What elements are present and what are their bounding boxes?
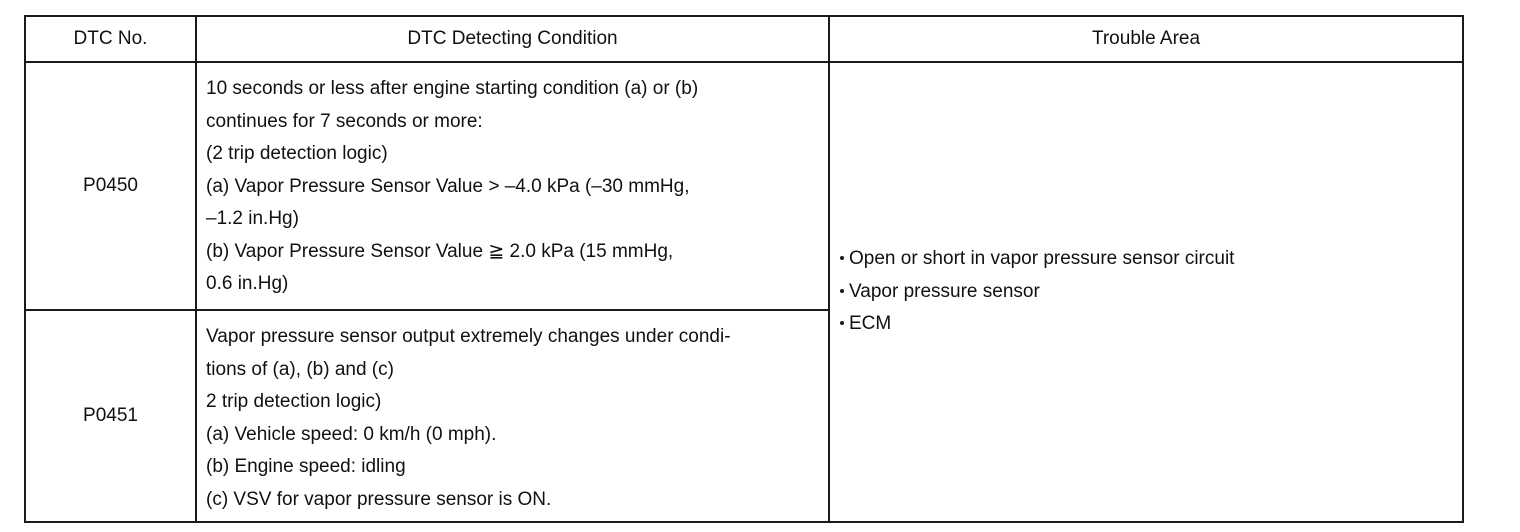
condition-line: continues for 7 seconds or more: [206,110,483,132]
condition-line: –1.2 in.Hg) [206,208,299,229]
header-trouble-area: Trouble Area [829,16,1463,62]
trouble-area-item [840,308,1462,341]
dtc-code: P0451 [25,310,196,522]
trouble-area-cell [829,62,1463,522]
trouble-area-text: Vapor pressure sensor [849,280,1040,302]
bullet-icon [840,321,844,325]
trouble-area-item [840,243,1462,276]
table-row [25,62,1463,310]
condition-line: (a) Vehicle speed: 0 km/h (0 mph). [206,423,497,445]
condition-line: 2 trip detection logic) [206,391,382,412]
condition-line: (b) Engine speed: idling [206,456,406,477]
condition-line: (2 trip detection logic) [206,143,388,164]
condition-cell [196,62,829,310]
condition-line: tions of (a), (b) and (c) [206,358,394,380]
dtc-table [24,15,1464,523]
header-row [25,16,1463,62]
condition-line: (a) Vapor Pressure Sensor Value > –4.0 kPa (–30 mmHg, [206,175,690,197]
trouble-area-item [840,276,1462,309]
condition-line: Vapor pressure sensor output extremely changes under condi- [206,326,731,347]
trouble-area-text: ECM [849,313,892,335]
condition-cell [196,310,829,522]
condition-line: (b) Vapor Pressure Sensor Value ≧ 2.0 kPa (15 mmHg, [206,240,674,262]
condition-line: 0.6 in.Hg) [206,273,289,294]
dtc-code: P0450 [25,62,196,310]
bullet-icon [840,256,844,260]
condition-line: (c) VSV for vapor pressure sensor is ON. [206,488,552,510]
bullet-icon [840,289,844,293]
trouble-area-text: Open or short in vapor pressure sensor circuit [849,248,1235,270]
header-condition: DTC Detecting Condition [196,16,829,62]
condition-line: 10 seconds or less after engine starting condition (a) or (b) [206,78,699,99]
header-dtc-no: DTC No. [25,16,196,62]
